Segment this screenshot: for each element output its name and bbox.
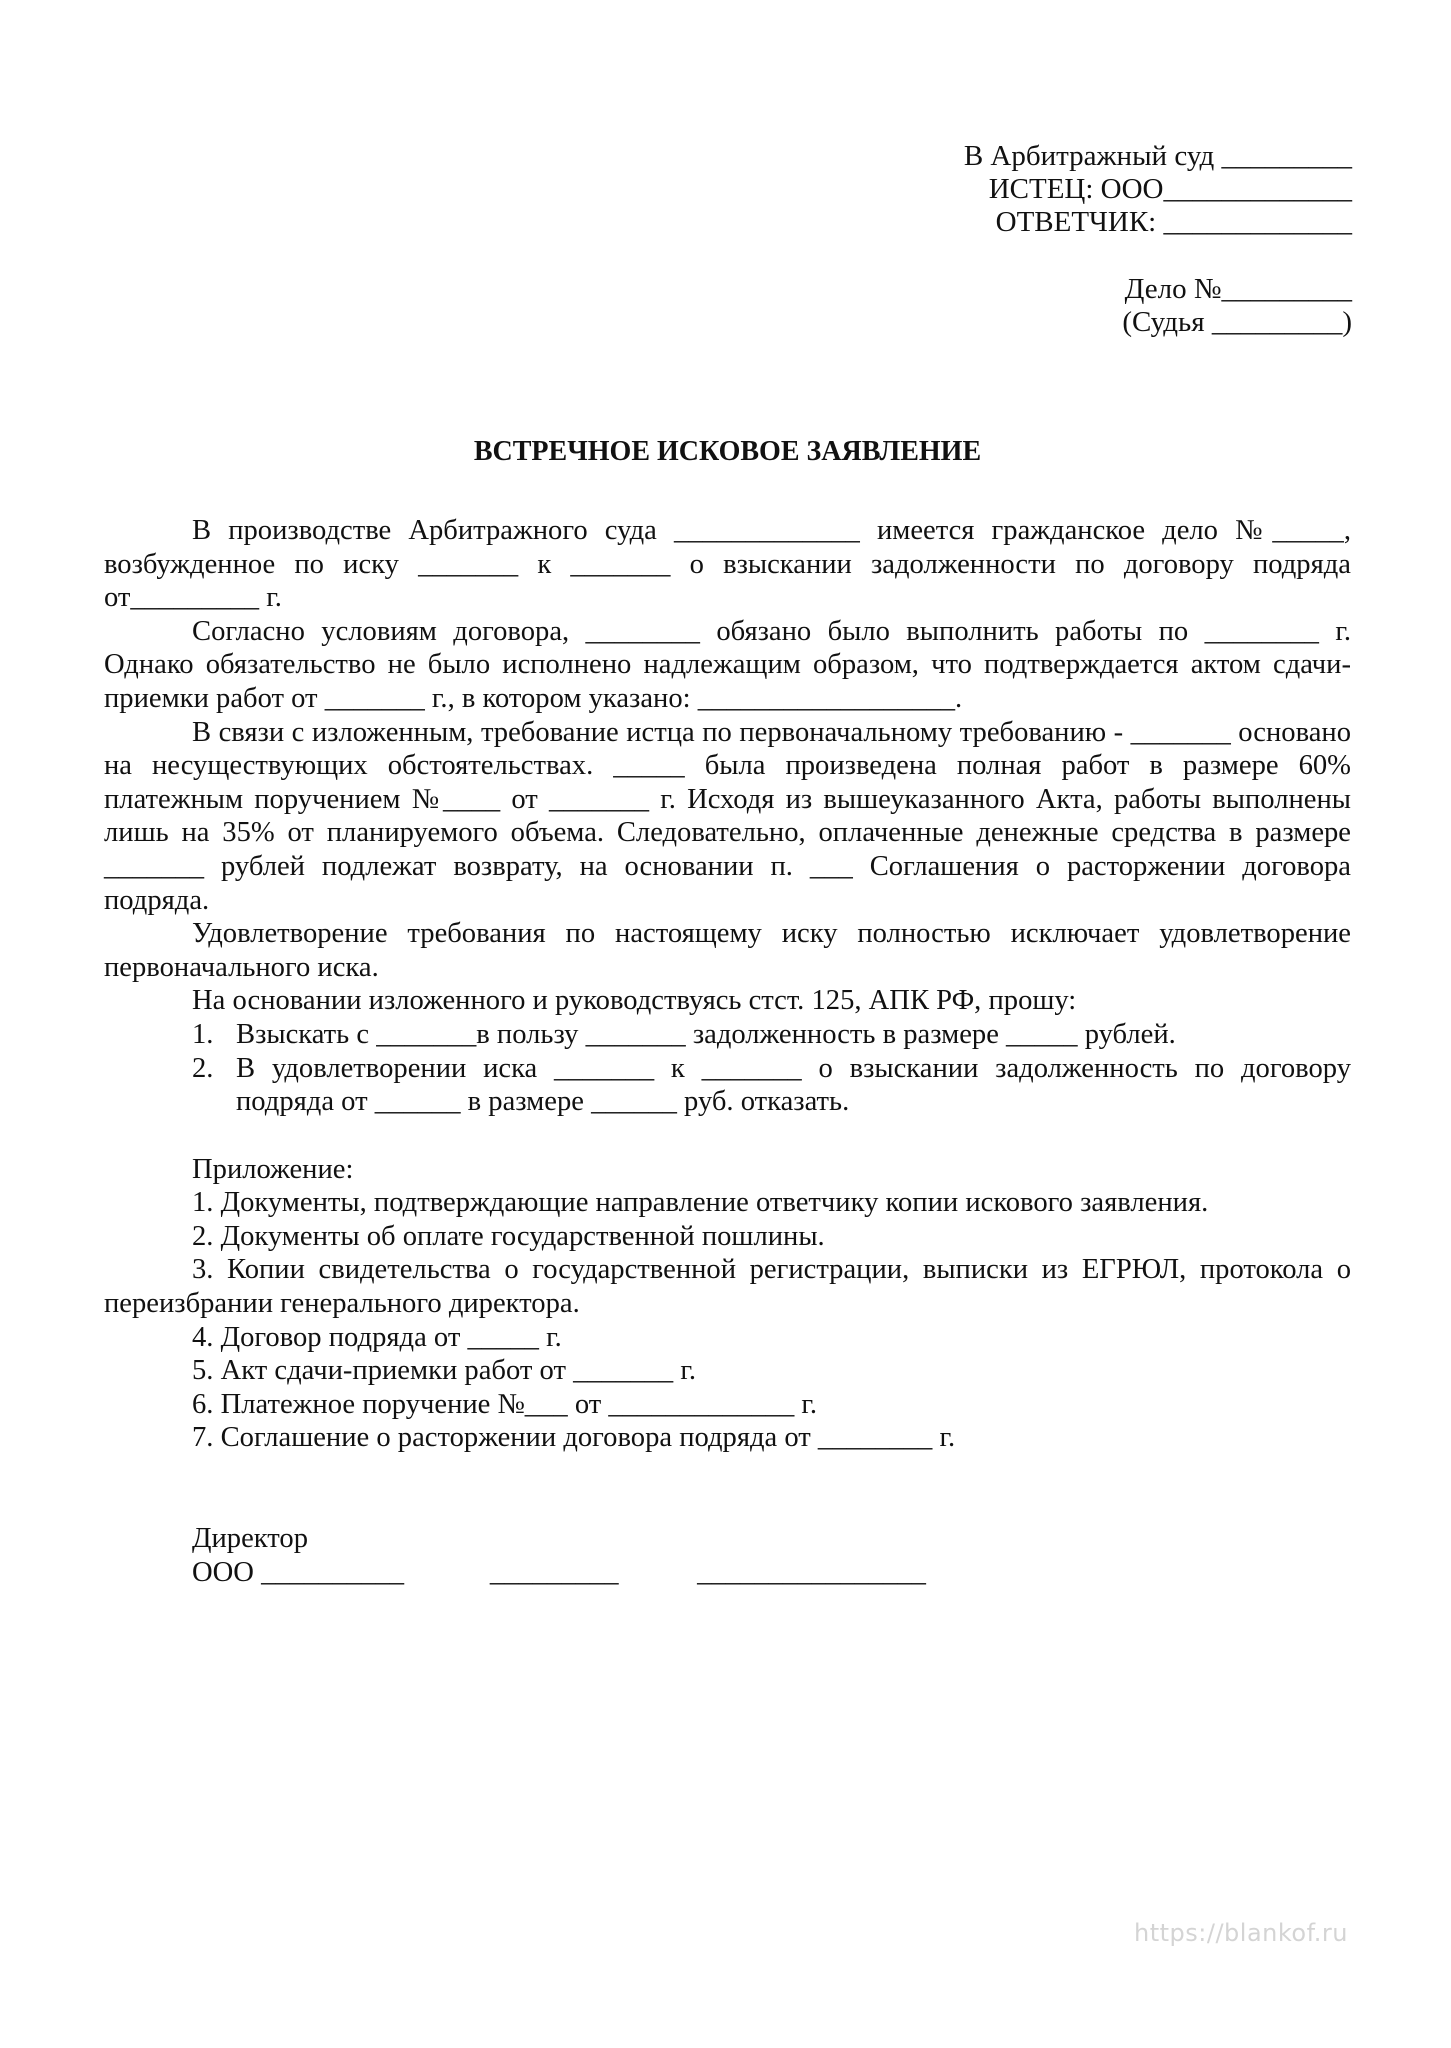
addressee-block <box>964 140 1352 239</box>
paragraph-satisfaction: Удовлетворение требования по настоящему иску полностью исключает удовлетворение первоначального иска. <box>104 918 1351 983</box>
paragraph-grounds: В связи с изложенным, требование истца по первоначальному требованию - _______ основано на несуществующих обстоятельствах. _____ была произведена полная работ в размере 60% платежным поручением №____ от _______ г. Исходя из вышеуказанного Акта, работы выполнены лишь на 35% от планируемого объема. Следовательно, оплаченные денежные средства в размере _______ рублей подлежат возврату, на основании п. ___ Соглашения о расторжении договора подряда. <box>104 716 1351 916</box>
request-number: 1. <box>192 1018 214 1050</box>
paragraph-request-intro: На основании изложенного и руководствуясь стст. 125, АПК РФ, прошу: <box>192 985 1077 1017</box>
case-number-line: Дело №_________ <box>1124 273 1352 305</box>
case-block <box>1122 273 1352 339</box>
request-text: В удовлетворении иска _______ к _______ о взыскании задолженность по договору подряда от ______ в размере ______ руб. отказать. <box>236 1052 1351 1118</box>
defendant-line: ОТВЕТЧИК: _____________ <box>995 206 1352 238</box>
document-body <box>104 514 1351 1455</box>
request-item <box>104 1052 1351 1119</box>
attachment-item: 4. Договор подряда от _____ г. <box>192 1321 562 1353</box>
attachments-title: Приложение: <box>192 1153 354 1185</box>
judge-line: (Судья _________) <box>1122 306 1352 338</box>
attachment-item: 5. Акт сдачи-приемки работ от _______ г. <box>192 1355 696 1387</box>
paragraph-case-info: В производстве Арбитражного суда _____________ имеется гражданское дело №_____, возбужденное по иску _______ к _______ о взыскании задолженности по договору подряда от_________ г. <box>104 515 1351 614</box>
signature-block <box>192 1522 926 1589</box>
signature-position: Директор <box>192 1523 309 1554</box>
request-number: 2. <box>192 1052 214 1084</box>
watermark-url: https://blankof.ru <box>1134 1919 1348 1947</box>
document-title: ВСТРЕЧНОЕ ИСКОВОЕ ЗАЯВЛЕНИЕ <box>473 436 982 467</box>
spacer <box>104 1119 1351 1153</box>
attachment-item: 3. Копии свидетельства о государственной регистрации, выписки из ЕГРЮЛ, протокола о переизбрании генерального директора. <box>104 1254 1351 1320</box>
attachment-item: 1. Документы, подтверждающие направление ответчику копии искового заявления. <box>192 1187 1209 1219</box>
signature-company-line: ООО __________ _________ ________________ <box>192 1556 926 1588</box>
plaintiff-line: ИСТЕЦ: ООО_____________ <box>988 173 1352 205</box>
attachment-item: 2. Документы об оплате государственной пошлины. <box>192 1220 825 1252</box>
attachment-item: 7. Соглашение о расторжении договора подряда от ________ г. <box>192 1422 956 1454</box>
request-item <box>104 1018 1351 1052</box>
attachment-item: 6. Платежное поручение №___ от _____________ г. <box>192 1388 818 1420</box>
request-text: Взыскать с _______в пользу _______ задолженность в размере _____ рублей. <box>236 1018 1176 1050</box>
paragraph-contract-terms: Согласно условиям договора, ________ обязано было выполнить работы по ________ г. Однако обязательство не было исполнено надлежащим образом, что подтверждается актом сдачи-приемки работ от _______ г., в котором указано: __________________. <box>104 615 1351 714</box>
court-line: В Арбитражный суд _________ <box>963 140 1352 172</box>
